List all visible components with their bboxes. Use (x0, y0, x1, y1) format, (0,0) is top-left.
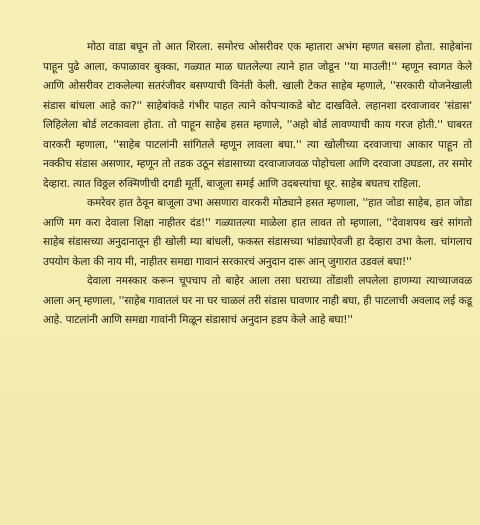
paragraph-2: कमरेवर हात ठेवून बाजूला उभा असणारा वारकरी मोठ्याने हसत म्हणाला, ''हात जोडा साहेब, हात जोडा आणि मग करा देवाला शिक्षा नाहीतर दंड!'' गळ्यातल्या माळेला हात लावत तो म्हणाला, ''देवाशपथ खरं सांगतो साहेब संडासच्या अनुदानातून ही खोली म्या बांधली, फकस्त संडासच्या भांड्याऐवजी हा देव्हारा उभा केला. चांगलाच उपयोग केला की नाय मी, नाहीतर समद्या गावानं सरकारचं अनुदान दारू आन् जुगारात उडवलं बघा!'' (43, 197, 472, 268)
body-text (43, 38, 472, 331)
paragraph-3: देवाला नमस्कार करून चूपचाप तो बाहेर आला तसा घराच्या तोंडाशी लपलेला हाणम्या त्याच्याजवळ आला अन् म्हणाला, ''साहेब गावातलं घर ना घर चाळलं तरी संडास घावणार नाही बघा, ही पाटलाची अवलाद लई कडू आहे. पाटलांनी आणि समद्या गावांनी मिळून संडासाचं अनुदान हडप केले आहे बघा!'' (43, 275, 472, 326)
paragraph-1: मोठा वाडा बघून तो आत शिरला. समोरच ओसरीवर एक म्हातारा अभंग म्हणत बसला होता. साहेबांना पाहून पुढे आला, कपाळावर बुक्का, गळ्यात माळ घातलेल्या त्याने हात जोडून ''या माउली!'' म्हणून स्वागत केले आणि ओसरीवर टाकलेल्या सतरंजीवर बसण्याची विनंती केली. खाली टेकत साहेब म्हणाले, ''सरकारी योजनेखाली संडास बांधला आहे का?'' साहेबांकडे गंभीर पाहत त्याने कोपऱ्याकडे बोट दाखविले. लहानशा दरवाजावर 'संडास' लिहिलेला बोर्ड लटकावला होता. तो पाहून साहेब हसत म्हणाले, ''अहो बोर्ड लावण्याची काय गरज होती.'' घाबरत वारकरी म्हणाला, ''साहेब पाटलांनी सांगितले म्हणून लावला बघा.'' त्या खोलीच्या दरवाजाचा आकार पाहून तो नक्कीच संडास असणार, म्हणून तो तडक उठून संडासाच्या दरवाजाजवळ पोहोचला आणि दरवाजा उघडला, तर समोर देव्हारा. त्यात विठ्ठल रुक्मिणीची दगडी मूर्ती, बाजूला समई आणि उदबत्त्यांचा धूर. साहेब बघतच राहिला. (43, 41, 472, 190)
